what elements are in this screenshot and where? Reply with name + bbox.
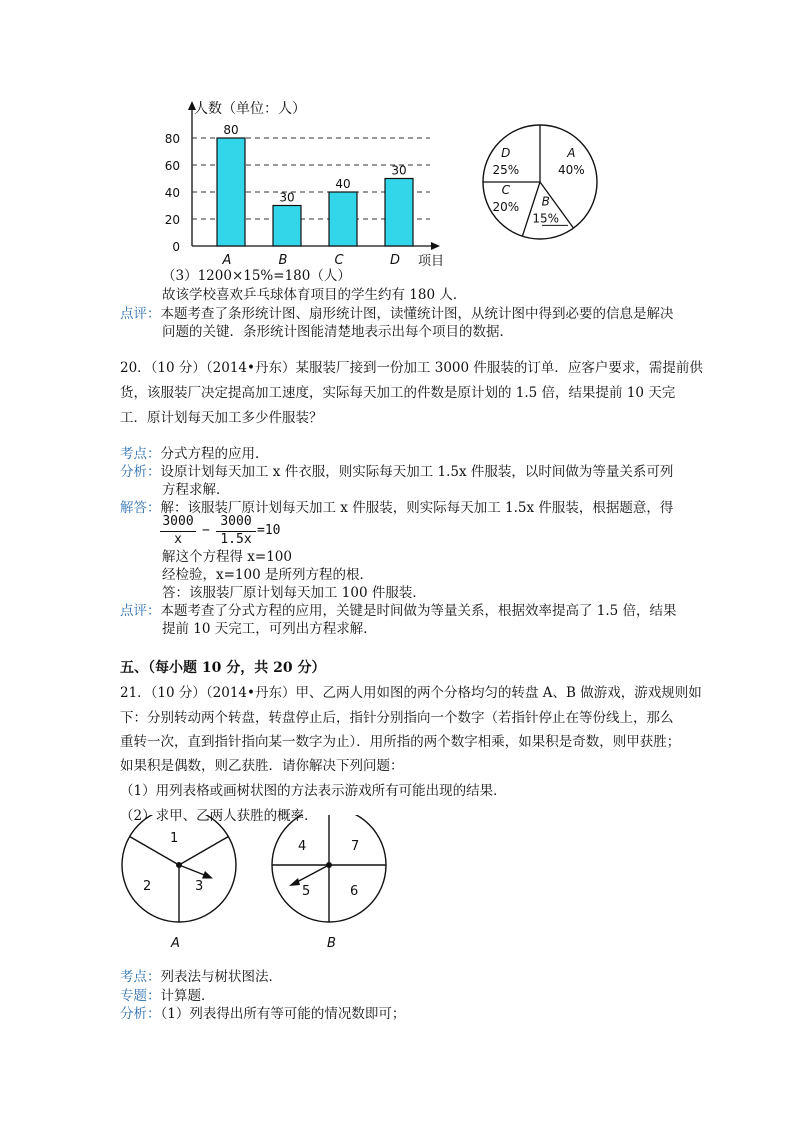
q19-conclusion: 故该学校喜欢乒乓球体育项目的学生约有 180 人． <box>162 287 467 303</box>
q20-dianping-tag: 点评： <box>120 603 161 619</box>
equation-rhs: =10 <box>257 523 281 538</box>
q20-jieda-line3: 经检验，x=100 是所列方程的根． <box>162 567 373 583</box>
bar-B <box>273 206 301 247</box>
q20-fenxi-line1: 设原计划每天加工 x 件衣服，则实际每天加工 1.5x 件服装，以时间做为等量关系可列 <box>160 464 674 480</box>
q21-zhuanti: 计算题． <box>160 988 215 1004</box>
spinner-b-number-4: 4 <box>298 839 307 854</box>
pie-slice-value-D: 25% <box>492 162 520 177</box>
q19-comment-tag: 点评： <box>120 306 161 322</box>
pie-slice-label-C: C <box>501 182 510 197</box>
spinner-b-number-6: 6 <box>350 884 359 899</box>
minus-sign: − <box>202 523 210 538</box>
bar-data-label: 80 <box>223 123 239 137</box>
y-tick-label: 40 <box>164 186 180 200</box>
fraction1-numerator: 3000 <box>162 514 194 529</box>
spinner-b-number-5: 5 <box>302 884 311 899</box>
spinner-b-label: B <box>327 936 336 951</box>
q20-dianping-line1: 本题考查了分式方程的应用，关键是时间做为等量关系，根据效率提高了 1.5 倍，结果 <box>160 603 677 619</box>
pie-divider <box>522 182 540 236</box>
bar-data-label: 30 <box>391 163 407 178</box>
spinner-a-number-3: 3 <box>195 879 204 894</box>
q20-line1: 20．（10 分）（2014•丹东）某服装厂接到一份加工 3000 件服装的订单．应客户要求，需提前供 <box>120 360 703 376</box>
q20-kaodian: 分式方程的应用． <box>160 446 269 462</box>
bar-D <box>385 179 413 247</box>
spinner-b-number-7: 7 <box>351 839 360 854</box>
q20-kaodian-tag: 考点： <box>120 446 161 462</box>
q20-fenxi-tag: 分析： <box>120 464 161 480</box>
fraction1-denominator: x <box>174 532 182 547</box>
q20-jieda-line4: 答：该服装厂原计划每天加工 100 件服装． <box>162 585 426 601</box>
bar-A <box>217 138 245 246</box>
x-tick-label: C <box>334 253 344 268</box>
bar-chart-ylabel: 人数（单位：人） <box>194 101 306 117</box>
spinner-a-number-2: 2 <box>143 879 152 894</box>
spinner-a-label: A <box>171 936 180 951</box>
q21-line1: 21．（10 分）（2014•丹东）甲、乙两人用如图的两个分格均匀的转盘 A、B 做游戏，游戏规则如 <box>120 685 702 701</box>
bar-chart <box>150 95 450 275</box>
fraction2-numerator: 3000 <box>220 514 252 529</box>
q19-comment-line2: 问题的关键．条形统计图能清楚地表示出每个项目的数据． <box>162 324 513 340</box>
pie-slice-label-D: D <box>501 145 511 160</box>
q20-fenxi-line2: 方程求解． <box>162 482 230 498</box>
pie-slice-label-B: B <box>541 194 550 209</box>
section-heading: 五、（每小题 10 分，共 20 分） <box>120 660 326 676</box>
q21-fenxi: （1）列表得出所有等可能的情况数即可； <box>160 1006 406 1022</box>
bar-data-label: 40 <box>335 177 351 191</box>
q21-line2: 下：分别转动两个转盘，转盘停止后，指针分别指向一个数字（若指针停止在等份线上，那么 <box>120 710 674 726</box>
spinner-a-number-1: 1 <box>170 831 179 846</box>
q19-step3: （3）1200×15%=180（人） <box>162 268 351 284</box>
bar-data-label: 30 <box>279 190 295 205</box>
x-axis-arrow <box>431 242 440 250</box>
spinner-b <box>265 815 395 955</box>
y-tick-label: 0 <box>172 240 180 254</box>
q20-dianping-line2: 提前 10 天完工，可列出方程求解． <box>162 621 377 637</box>
x-tick-label: A <box>222 253 232 268</box>
bar-chart-xlabel: 项目 <box>418 254 445 269</box>
bar-C <box>329 192 357 246</box>
q21-line3: 重转一次，直到指针指向某一数字为止）．用所指的两个数字相乘，如果积是奇数，则甲获胜； <box>120 734 681 750</box>
q21-fenxi-tag: 分析： <box>120 1006 161 1022</box>
q19-comment-line1: 本题考查了条形统计图、扇形统计图，读懂统计图，从统计图中得到必要的信息是解决 <box>160 306 674 322</box>
q21-kaodian: 列表法与树状图法． <box>160 969 282 985</box>
y-tick-label: 60 <box>164 159 180 173</box>
pie-slice-value-A: 40% <box>558 162 585 177</box>
q21-kaodian-tag: 考点： <box>120 969 161 985</box>
q21-line5: （1）用列表格或画树状图的方法表示游戏所有可能出现的结果． <box>120 783 507 799</box>
y-tick-label: 80 <box>164 132 180 146</box>
y-tick-label: 20 <box>164 213 180 227</box>
pie-chart <box>470 112 610 252</box>
q20-line2: 货，该服装厂决定提高加工速度，实际每天加工的件数是原计划的 1.5 倍，结果提前 10 天完 <box>120 385 676 401</box>
q21-line6: （2）求甲、乙两人获胜的概率． <box>120 808 318 824</box>
spinner-a <box>115 815 245 955</box>
pie-slice-label-A: A <box>567 145 576 160</box>
q20-jieda-line1: 解：该服装厂原计划每天加工 x 件服装，则实际每天加工 1.5x 件服装，根据题意，得 <box>160 500 674 516</box>
q21-zhuanti-tag: 专题： <box>120 988 161 1004</box>
q20-jieda-line2: 解这个方程得 x=100 <box>162 549 292 565</box>
q20-equation <box>160 514 300 548</box>
pie-slice-value-B: 15% <box>532 211 560 226</box>
fraction2-denominator: 1.5x <box>220 532 252 547</box>
pie-slice-value-C: 20% <box>492 199 520 214</box>
q21-line4: 如果积是偶数，则乙获胜．请你解决下列问题： <box>120 758 404 774</box>
q20-jieda-tag: 解答： <box>120 500 161 516</box>
x-tick-label: D <box>389 253 401 268</box>
x-tick-label: B <box>278 253 288 268</box>
q20-line3: 工．原计划每天加工多少件服装？ <box>120 410 323 426</box>
